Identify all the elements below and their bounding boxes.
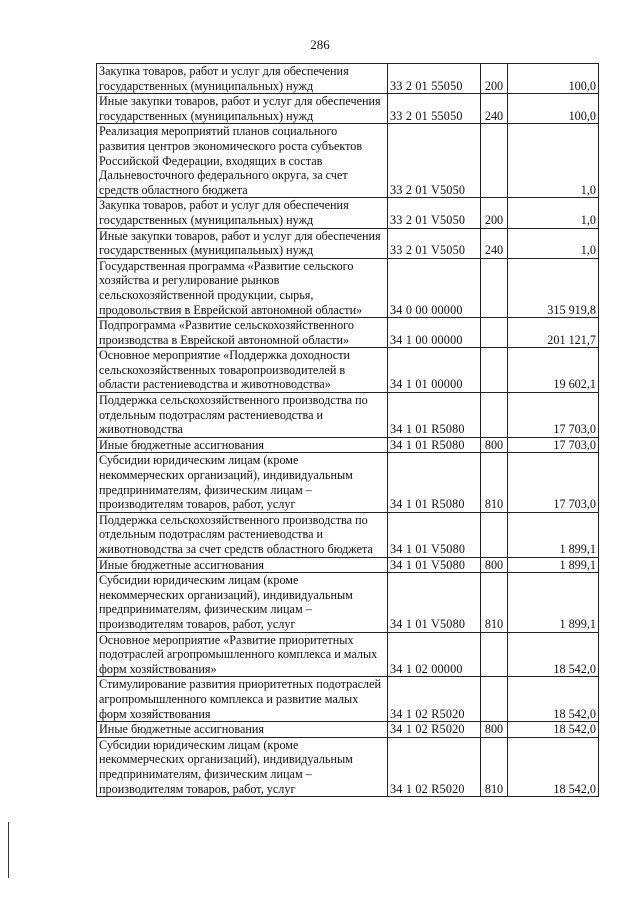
row-amount-cell: 19 602,1	[508, 348, 599, 393]
row-code-cell: 33 2 01 V5050	[388, 198, 481, 228]
row-amount-cell: 18 542,0	[508, 722, 599, 738]
table-row	[97, 677, 599, 722]
table-row	[97, 94, 599, 124]
row-expense-type-cell	[481, 512, 508, 557]
row-name-cell: Иные бюджетные ассигнования	[97, 722, 388, 738]
row-name-cell: Основное мероприятие «Поддержка доходности сельскохозяйственных товаропроизводителей в области растениеводства и животноводства»	[97, 348, 388, 393]
table-row	[97, 318, 599, 348]
row-name-cell: Иные закупки товаров, работ и услуг для обеспечения государственных (муниципальных) нужд	[97, 228, 388, 258]
row-name-cell: Иные закупки товаров, работ и услуг для обеспечения государственных (муниципальных) нужд	[97, 94, 388, 124]
row-amount-cell: 201 121,7	[508, 318, 599, 348]
row-name-cell: Субсидии юридическим лицам (кроме некоммерческих организаций), индивидуальным предпринимателям, физическим лицам – производителям товаров, работ, услуг	[97, 453, 388, 512]
table-row	[97, 198, 599, 228]
row-code-cell: 34 1 01 R5080	[388, 393, 481, 438]
row-code-cell: 33 2 01 55050	[388, 94, 481, 124]
row-expense-type-cell: 810	[481, 573, 508, 632]
table-row	[97, 632, 599, 677]
row-code-cell: 34 1 02 R5020	[388, 737, 481, 796]
row-expense-type-cell: 810	[481, 453, 508, 512]
row-amount-cell: 18 542,0	[508, 632, 599, 677]
row-amount-cell: 18 542,0	[508, 677, 599, 722]
row-code-cell: 34 1 01 V5080	[388, 557, 481, 573]
table-row	[97, 512, 599, 557]
row-expense-type-cell: 200	[481, 64, 508, 94]
row-code-cell: 34 1 02 00000	[388, 632, 481, 677]
row-expense-type-cell	[481, 318, 508, 348]
row-name-cell: Реализация мероприятий планов социального развития центров экономического роста субъектов Российской Федерации, входящих в состав Дальневосточного федерального округа, за счет средств областного бюджета	[97, 124, 388, 198]
row-expense-type-cell: 800	[481, 722, 508, 738]
row-code-cell: 33 2 01 V5050	[388, 228, 481, 258]
row-amount-cell: 17 703,0	[508, 453, 599, 512]
row-amount-cell: 1,0	[508, 228, 599, 258]
table-row	[97, 258, 599, 317]
table-row	[97, 393, 599, 438]
row-name-cell: Иные бюджетные ассигнования	[97, 437, 388, 453]
row-expense-type-cell: 240	[481, 228, 508, 258]
margin-mark	[8, 822, 9, 878]
row-amount-cell: 1,0	[508, 124, 599, 198]
row-code-cell: 34 1 01 R5080	[388, 437, 481, 453]
row-amount-cell: 17 703,0	[508, 437, 599, 453]
table-row	[97, 573, 599, 632]
row-expense-type-cell: 800	[481, 437, 508, 453]
row-amount-cell: 1 899,1	[508, 573, 599, 632]
row-name-cell: Закупка товаров, работ и услуг для обеспечения государственных (муниципальных) нужд	[97, 64, 388, 94]
row-name-cell: Стимулирование развития приоритетных подотраслей агропромышленного комплекса и развитие малых форм хозяйствования	[97, 677, 388, 722]
row-code-cell: 34 1 02 R5020	[388, 677, 481, 722]
row-amount-cell: 100,0	[508, 94, 599, 124]
row-expense-type-cell: 800	[481, 557, 508, 573]
row-name-cell: Поддержка сельскохозяйственного производства по отдельным подотраслям растениеводства и животноводства за счет средств областного бюджета	[97, 512, 388, 557]
budget-table	[96, 63, 599, 797]
table-row	[97, 348, 599, 393]
row-name-cell: Иные бюджетные ассигнования	[97, 557, 388, 573]
row-code-cell: 34 1 01 R5080	[388, 453, 481, 512]
row-code-cell: 33 2 01 V5050	[388, 124, 481, 198]
row-code-cell: 34 1 01 V5080	[388, 512, 481, 557]
row-name-cell: Закупка товаров, работ и услуг для обеспечения государственных (муниципальных) нужд	[97, 198, 388, 228]
row-amount-cell: 1,0	[508, 198, 599, 228]
row-amount-cell: 17 703,0	[508, 393, 599, 438]
row-name-cell: Субсидии юридическим лицам (кроме некоммерческих организаций), индивидуальным предпринимателям, физическим лицам – производителям товаров, работ, услуг	[97, 573, 388, 632]
row-amount-cell: 18 542,0	[508, 737, 599, 796]
row-amount-cell: 1 899,1	[508, 557, 599, 573]
row-amount-cell: 1 899,1	[508, 512, 599, 557]
row-name-cell: Основное мероприятие «Развитие приоритетных подотраслей агропромышленного комплекса и малых форм хозяйствования»	[97, 632, 388, 677]
row-amount-cell: 315 919,8	[508, 258, 599, 317]
row-name-cell: Государственная программа «Развитие сельского хозяйства и регулирование рынков сельскохозяйственной продукции, сырья, продовольствия в Еврейской автономной области»	[97, 258, 388, 317]
page-number: 286	[310, 37, 330, 52]
row-name-cell: Субсидии юридическим лицам (кроме некоммерческих организаций), индивидуальным предпринимателям, физическим лицам – производителям товаров, работ, услуг	[97, 737, 388, 796]
row-expense-type-cell	[481, 258, 508, 317]
row-code-cell: 34 1 01 V5080	[388, 573, 481, 632]
table-row	[97, 64, 599, 94]
row-expense-type-cell	[481, 348, 508, 393]
row-name-cell: Подпрограмма «Развитие сельскохозяйственного производства в Еврейской автономной области»	[97, 318, 388, 348]
row-code-cell: 34 1 00 00000	[388, 318, 481, 348]
row-amount-cell: 100,0	[508, 64, 599, 94]
row-expense-type-cell	[481, 393, 508, 438]
row-code-cell: 34 1 02 R5020	[388, 722, 481, 738]
row-expense-type-cell: 810	[481, 737, 508, 796]
budget-table-body	[97, 64, 599, 797]
row-expense-type-cell	[481, 124, 508, 198]
table-row	[97, 437, 599, 453]
table-row	[97, 124, 599, 198]
table-row	[97, 722, 599, 738]
row-code-cell: 34 1 01 00000	[388, 348, 481, 393]
table-row	[97, 453, 599, 512]
row-expense-type-cell: 240	[481, 94, 508, 124]
row-expense-type-cell: 200	[481, 198, 508, 228]
row-expense-type-cell	[481, 632, 508, 677]
row-name-cell: Поддержка сельскохозяйственного производства по отдельным подотраслям растениеводства и животноводства	[97, 393, 388, 438]
row-expense-type-cell	[481, 677, 508, 722]
table-row	[97, 737, 599, 796]
table-row	[97, 228, 599, 258]
row-code-cell: 33 2 01 55050	[388, 64, 481, 94]
table-row	[97, 557, 599, 573]
row-code-cell: 34 0 00 00000	[388, 258, 481, 317]
